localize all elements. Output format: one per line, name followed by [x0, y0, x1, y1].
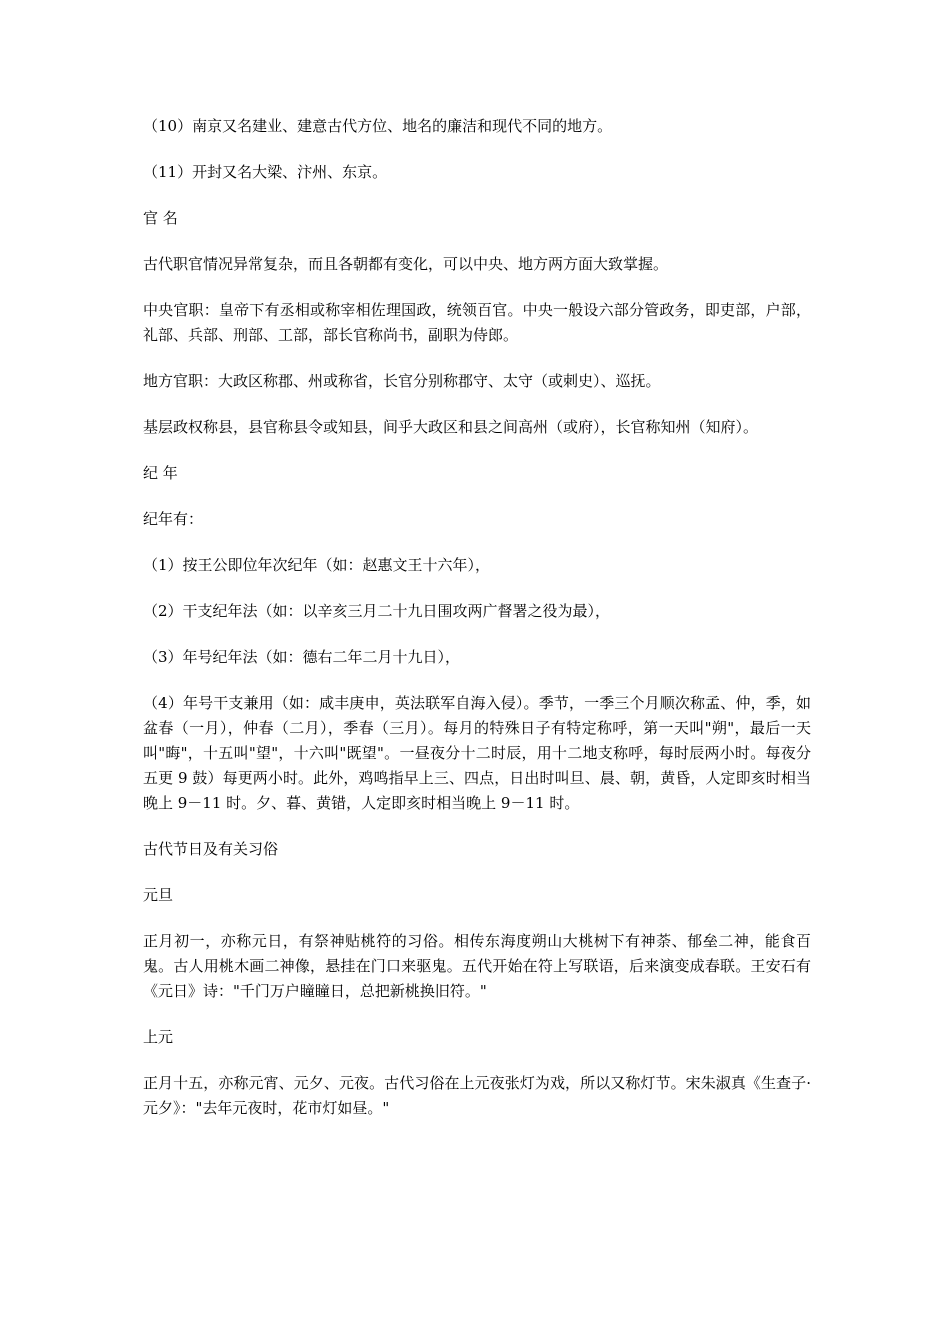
paragraph-kaifeng-names: （11）开封又名大梁、汴州、东京。	[143, 163, 388, 181]
paragraph-year-reckoning-intro: 纪年有：	[143, 510, 204, 528]
section-heading-year-reckoning: 纪 年	[143, 464, 178, 482]
paragraph-local-officials: 地方官职：大政区称郡、州或称省，长官分别称郡守、太守（或刺史）、巡抚。	[143, 372, 661, 390]
list-item-ganzhi-year: （2）干支纪年法（如：以辛亥三月二十九日围攻两广督署之役为最），	[143, 602, 611, 620]
list-item-combined-year: （4）年号干支兼用（如：咸丰庚申，英法联军自海入侵）。季节，一季三个月顺次称孟、仲，季，如盆春（一月），仲春（二月），季春（三月）。每月的特殊日子有特定称呼，第一天叫"朔"，最后一天叫"晦"，十五叫"望"，十六叫"既望"。一昼夜分十二时辰，用十二地支称呼，每时辰两小时。每夜分五更 9 鼓）每更两小时。此外，鸡鸣指早上三、四点，日出时叫旦、晨、朝，黄昏，人定即亥时相当晚上 9－11 时。夕、暮、黄错，人定即亥时相当晚上 9－11 时。	[143, 694, 811, 812]
paragraph-shangyuan: 正月十五，亦称元宵、元夕、元夜。古代习俗在上元夜张灯为戏，所以又称灯节。宋朱淑真《生查子·元夕》："去年元夜时，花市灯如昼。"	[143, 1074, 811, 1117]
list-item-reign-year: （1）按王公即位年次纪年（如：赵惠文王十六年），	[143, 556, 491, 574]
paragraph-county-officials: 基层政权称县，县官称县令或知县，间乎大政区和县之间高州（或府），长官称知州（知府）。	[143, 418, 759, 436]
paragraph-central-officials: 中央官职：皇帝下有丞相或称宰相佐理国政，统领百官。中央一般设六部分管政务，即吏部，户部，礼部、兵部、刑部、工部，部长官称尚书，副职为侍郎。	[143, 301, 811, 344]
subheading-shangyuan: 上元	[143, 1028, 174, 1046]
section-heading-official-titles: 官 名	[143, 209, 178, 227]
document-body	[143, 114, 811, 1142]
paragraph-officials-overview: 古代职官情况异常复杂，而且各朝都有变化，可以中央、地方两方面大致掌握。	[143, 255, 669, 273]
list-item-era-name-year: （3）年号纪年法（如：德右二年二月十九日），	[143, 648, 461, 666]
paragraph-nanjing-names: （10）南京又名建业、建意古代方位、地名的廉洁和现代不同的地方。	[143, 117, 613, 135]
subheading-yuandan: 元旦	[143, 886, 174, 904]
paragraph-yuandan: 正月初一，亦称元日，有祭神贴桃符的习俗。相传东海度朔山大桃树下有神荼、郁垒二神，能食百鬼。古人用桃木画二神像，悬挂在门口来驱鬼。五代开始在符上写联语，后来演变成春联。王安石有《元日》诗："千门万户瞳瞳日，总把新桃换旧符。"	[143, 932, 811, 1000]
section-heading-festivals: 古代节日及有关习俗	[143, 840, 279, 858]
